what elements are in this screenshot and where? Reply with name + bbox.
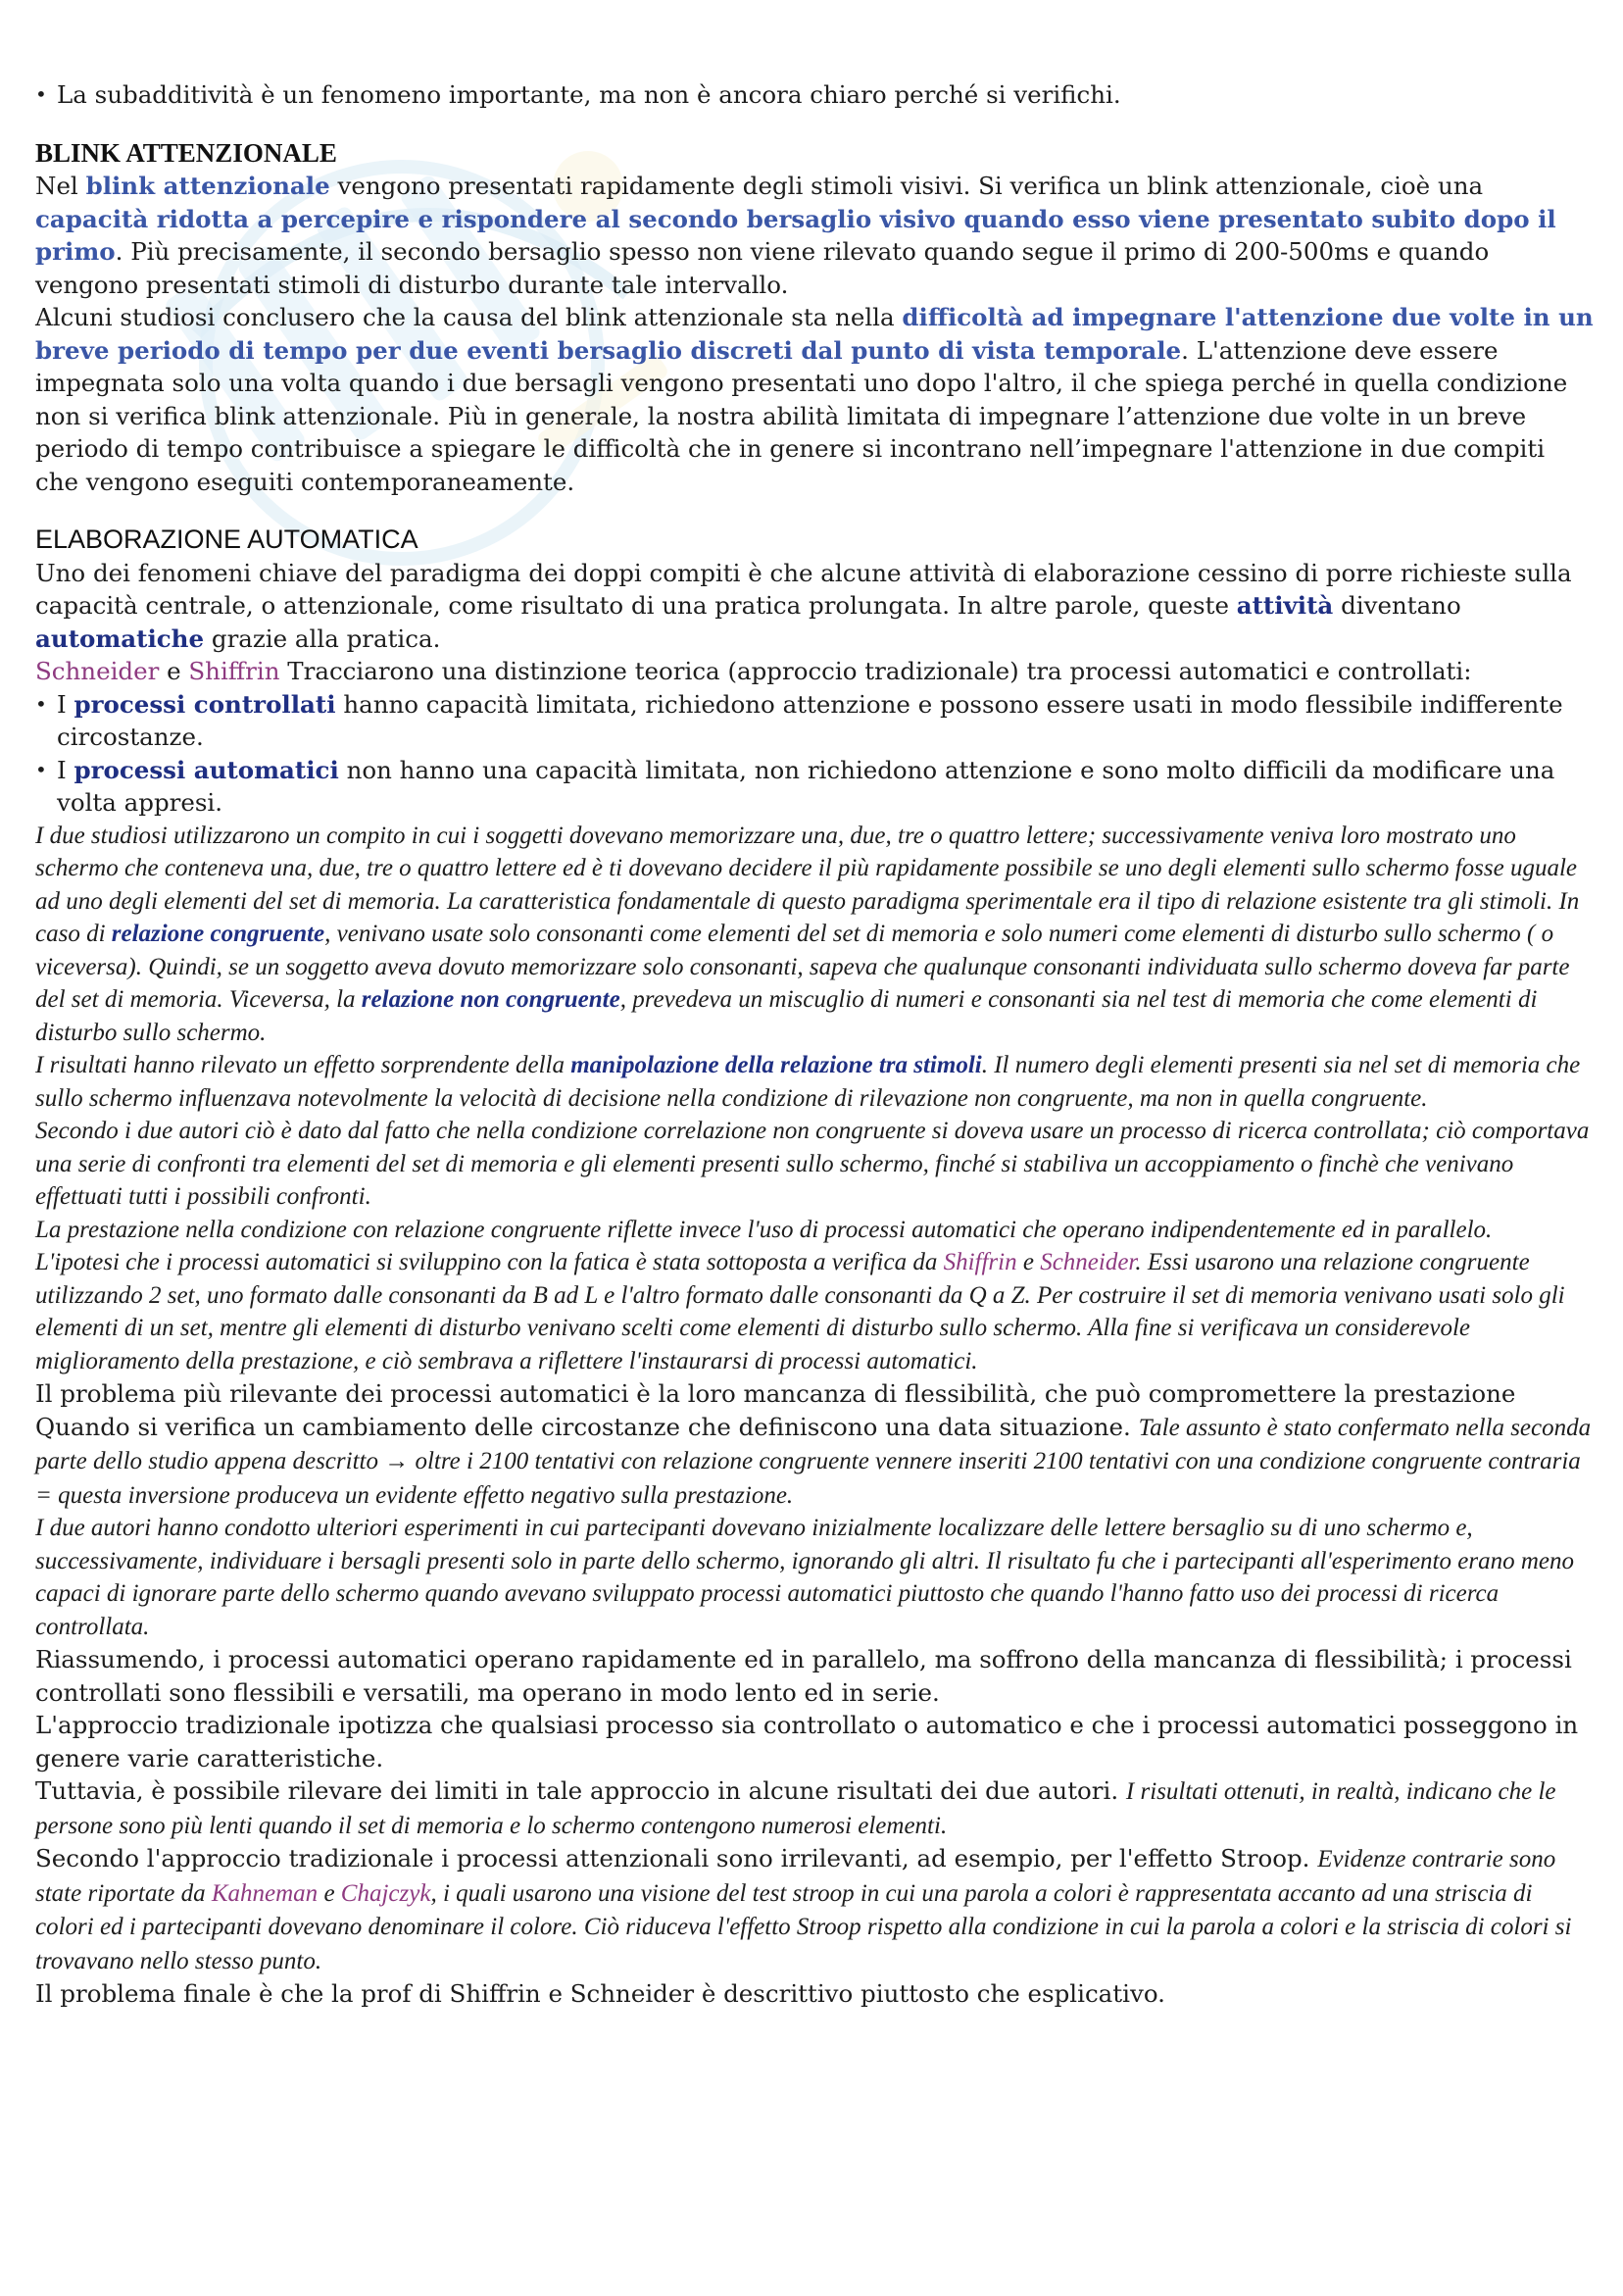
bullet-icon: • (35, 757, 47, 781)
paragraph-blink-cause: Alcuni studiosi conclusero che la causa del blink attenzionale sta nella difficoltà ad impegnare l'attenzione due volte in un breve periodo di tempo per due eventi bersaglio discreti dal punto di vista temporale. L'attenzione deve essere impegnata solo una volta quando i due bersagli vengono presentati uno dopo l'altro, il che spiega perché in quella condizione non si verifica blink attenzionale. Più in generale, la nostra abilità limitata di impegnare l’attenzione due volte in un breve periodo di tempo contribuisce a spiegare le difficoltà che in genere si incontrano nell’impegnare l'attenzione in due compiti che vengono eseguiti contemporaneamente. (35, 303, 1594, 496)
paragraph-results: I risultati hanno rilevato un effetto sorprendente della manipolazione della relazione tra stimoli. Il numero degli elementi presenti sia nel set di memoria che sullo schermo influenzava notevolmente la velocità di decisione nella condizione di rilevazione non congruente, ma non in quella congruente. (35, 1052, 1581, 1112)
bullet-automatic-processes: • I processi automatici non hanno una capacità limitata, non richiedono attenzione e sono molto difficili da modificare una volta appresi. (35, 754, 1594, 820)
bullet-controlled-processes: • I processi controllati hanno capacità limitata, richiedono attenzione e possono essere usati in modo flessibile indifferente circostanze. (35, 688, 1594, 754)
heading-blink-attenzionale: BLINK ATTENZIONALE (35, 137, 337, 168)
heading-elaborazione-automatica: ELABORAZIONE AUTOMATICA (35, 524, 418, 554)
paragraph-schneider-shiffrin: Schneider e Shiffrin Tracciarono una distinzione teorica (approccio tradizionale) tra processi automatici e controllati: (35, 657, 1472, 685)
paragraph-summary: Riassumendo, i processi automatici operano rapidamente ed in parallelo, ma soffrono della mancanza di flessibilità; i processi controllati sono flessibili e versatili, ma operano in modo lento ed in serie. (35, 1645, 1572, 1707)
paragraph-congruent-performance: La prestazione nella condizione con relazione congruente riflette invece l'uso di processi automatici che operano indipendentemente ed in parallelo. (35, 1216, 1493, 1243)
bullet-text: La subadditività è un fenomeno importante, ma non è ancora chiaro perché si verifichi. (57, 80, 1121, 109)
paragraph-stroop: Secondo l'approccio tradizionale i processi attenzionali sono irrilevanti, ad esempio, per l'effetto Stroop. Evidenze contrarie sono state riportate da Kahneman e Chajczyk, i quali usarono una visione del test stroop in cui una parola a colori è rappresentata accanto ad una striscia di colori ed i partecipanti dovevano denominare il colore. Ciò riduceva l'effetto Stroop rispetto alla condizione in cui la parola a colori e la striscia di colori si trovavano nello stesso punto. (35, 1844, 1572, 1974)
bullet-icon: • (35, 691, 47, 716)
document-page (35, 78, 1594, 2011)
paragraph-dual-task: Uno dei fenomeni chiave del paradigma dei doppi compiti è che alcune attività di elaborazione cessino di porre richieste sulla capacità centrale, o attenzionale, come risultato di una pratica prolungata. In altre parole, queste attività diventano automatiche grazie alla pratica. (35, 558, 1572, 653)
paragraph-hypothesis-practice: L'ipotesi che i processi automatici si sviluppino con la fatica è stata sottoposta a verifica da Shiffrin e Schneider. Essi usarono una relazione congruente utilizzando 2 set, uno formato dalle consonanti da B ad L e l'altro formato dalle consonanti da Q a Z. Per costruire il set di memoria venivano usati solo gli elementi di un set, mentre gli elementi di disturbo venivano scelti come elementi di disturbo sullo schermo. Alla fine si verificava un considerevole miglioramento della prestazione, e ciò sembrava a riflettere l'instaurarsi di processi automatici. (35, 1249, 1565, 1374)
paragraph-experiment-description: I due studiosi utilizzarono un compito in cui i soggetti dovevano memorizzare una, due, tre o quattro lettere; successivamente veniva loro mostrato uno schermo che conteneva una, due, tre o quattro lettere ed è ti dovevano decidere il più rapidamente possibile se uno degli elementi sullo schermo fosse uguale ad uno degli elementi del set di memoria. La caratteristica fondamentale di questo paradigma sperimentale era il tipo di relazione esistente tra gli stimoli. In caso di relazione congruente, venivano usate solo consonanti come elementi del set di memoria e solo numeri come elementi di disturbo sullo schermo ( o viceversa). Quindi, se un soggetto aveva dovuto memorizzare solo consonanti, sapeva che qualunque consonanti individuata sullo schermo doveva far parte del set di memoria. Viceversa, la relazione non congruente, prevedeva un miscuglio di numeri e consonanti sia nel test di memoria che come elementi di disturbo sullo schermo. (35, 822, 1580, 1046)
paragraph-controlled-search: Secondo i due autori ciò è dato dal fatto che nella condizione correlazione non congruente si doveva usare un processo di ricerca controllata; ciò comportava una serie di confronti tra elementi del set di memoria e gli elementi presenti sullo schermo, finché si stabiliva un accoppiamento o finchè che venivano effettuati tutti i possibili confronti. (35, 1118, 1590, 1210)
paragraph-limits: Tuttavia, è possibile rilevare dei limiti in tale approccio in alcune risultati dei due autori. I risultati ottenuti, in realtà, indicano che le persone sono più lenti quando il set di memoria e lo schermo contengono numerosi elementi. (35, 1776, 1556, 1839)
paragraph-circumstances-change: Quando si verifica un cambiamento delle circostanze che definiscono una data situazione. Tale assunto è stato confermato nella seconda parte dello studio appena descritto → oltre i 2100 tentativi con relazione congruente vennere inseriti 2100 tentativi con una condizione congruente contraria = questa inversione produceva un evidente effetto negativo sulla prestazione. (35, 1412, 1592, 1509)
paragraph-flexibility-problem: Il problema più rilevante dei processi automatici è la loro mancanza di flessibilità, che può compromettere la prestazione (35, 1379, 1516, 1408)
paragraph-further-experiments: I due autori hanno condotto ulteriori esperimenti in cui partecipanti dovevano inizialmente localizzare delle lettere bersaglio su di uno schermo e, successivamente, individuare i bersagli presenti solo in parte dello schermo, ignorando gli altri. Il risultato fu che i partecipanti all'esperimento erano meno capaci di ignorare parte dello schermo quando avevano sviluppato processi automatici piuttosto che quando l'hanno fatto uso dei processi di ricerca controllata. (35, 1515, 1574, 1640)
paragraph-final-problem: Il problema finale è che la prof di Shiffrin e Schneider è descrittivo piuttosto che esplicativo. (35, 1979, 1165, 2008)
bullet-icon: • (35, 82, 47, 106)
paragraph-blink-intro: Nel blink attenzionale vengono presentati rapidamente degli stimoli visivi. Si verifica un blink attenzionale, cioè una capacità ridotta a percepire e rispondere al secondo bersaglio visivo quando esso viene presentato subito dopo il primo. Più precisamente, il secondo bersaglio spesso non viene rilevato quando segue il primo di 200-500ms e quando vengono presentati stimoli di disturbo durante tale intervallo. (35, 172, 1556, 299)
paragraph-traditional-approach: L'approccio tradizionale ipotizza che qualsiasi processo sia controllato o automatico e che i processi automatici posseggono in genere varie caratteristiche. (35, 1711, 1579, 1772)
bullet-subadditivity (35, 78, 1594, 112)
